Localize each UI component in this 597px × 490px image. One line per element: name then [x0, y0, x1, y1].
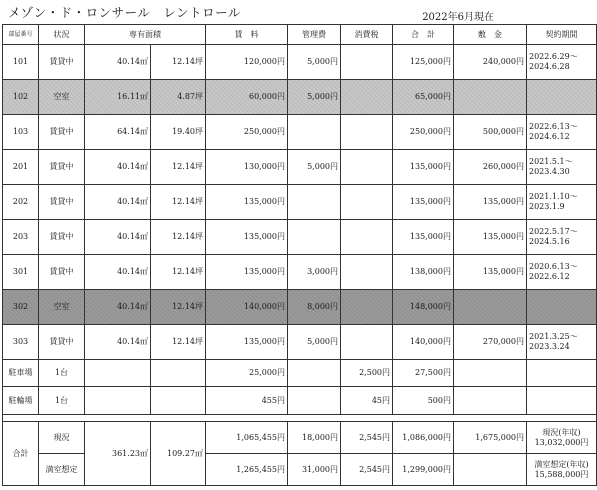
deposit-cell: 135,000円 — [454, 219, 527, 254]
table-row — [3, 114, 597, 149]
unit-rows — [3, 45, 597, 360]
room-number: 103 — [3, 114, 39, 149]
header-tax: 消費税 — [341, 25, 393, 45]
table-row — [3, 324, 597, 359]
table-row — [3, 149, 597, 184]
area-tsubo: 12.14坪 — [151, 149, 206, 184]
total-cell: 140,000円 — [393, 324, 454, 359]
tax-cell — [341, 289, 393, 324]
room-number: 203 — [3, 219, 39, 254]
deposit-cell — [454, 289, 527, 324]
contract-period: 2022.6.29～ 2024.6.28 — [527, 45, 597, 80]
empty-cell — [85, 387, 151, 415]
summary-current-label: 現況 — [39, 422, 85, 454]
table-row — [3, 184, 597, 219]
area-tsubo: 12.14坪 — [151, 219, 206, 254]
room-number: 101 — [3, 45, 39, 80]
parking-tax: 45円 — [341, 387, 393, 415]
parking-label: 駐車場 — [3, 359, 39, 387]
total-cell: 138,000円 — [393, 254, 454, 289]
rent-cell: 135,000円 — [206, 254, 288, 289]
area-m2: 40.14㎡ — [85, 254, 151, 289]
room-number: 301 — [3, 254, 39, 289]
area-tsubo: 19.40坪 — [151, 114, 206, 149]
rent-cell: 130,000円 — [206, 149, 288, 184]
status-cell: 賃貸中 — [39, 149, 85, 184]
parking-rows — [3, 359, 597, 414]
area-tsubo: 12.14坪 — [151, 254, 206, 289]
table-row — [3, 254, 597, 289]
area-tsubo: 4.87坪 — [151, 79, 206, 114]
as-of-date: 2022年6月現在 — [422, 12, 494, 23]
table-row — [3, 79, 597, 114]
mgmt-fee-cell: 3,000円 — [288, 254, 341, 289]
mgmt-fee-cell — [288, 114, 341, 149]
deposit-cell: 500,000円 — [454, 114, 527, 149]
empty-cell — [527, 359, 597, 387]
table-row — [3, 289, 597, 324]
summary-current-row — [3, 422, 597, 454]
empty-cell — [151, 387, 206, 415]
mgmt-fee-cell — [288, 219, 341, 254]
summary-total-m2: 361.23㎡ — [85, 422, 151, 486]
tax-cell — [341, 184, 393, 219]
parking-total: 27,500円 — [393, 359, 454, 387]
tax-cell — [341, 79, 393, 114]
total-cell: 250,000円 — [393, 114, 454, 149]
tax-cell — [341, 219, 393, 254]
summary-full-label: 満室想定 — [39, 454, 85, 486]
tax-cell — [341, 45, 393, 80]
header-row — [3, 25, 597, 45]
tax-cell — [341, 324, 393, 359]
contract-period: 2020.6.13～ 2022.6.12 — [527, 254, 597, 289]
deposit-cell — [454, 79, 527, 114]
area-m2: 40.14㎡ — [85, 149, 151, 184]
deposit-cell: 240,000円 — [454, 45, 527, 80]
header-area: 専有面積 — [85, 25, 206, 45]
empty-cell — [151, 359, 206, 387]
deposit-cell: 260,000円 — [454, 149, 527, 184]
table-row — [3, 45, 597, 80]
status-cell: 賃貸中 — [39, 184, 85, 219]
header-period: 契約期間 — [527, 25, 597, 45]
summary-current-annual — [527, 422, 597, 454]
contract-period: 2021.3.25～ 2023.3.24 — [527, 324, 597, 359]
summary-full-tax: 2,545円 — [341, 454, 393, 486]
empty-cell — [527, 387, 597, 415]
header-rent: 賃 料 — [206, 25, 288, 45]
summary-current-mgmt: 18,000円 — [288, 422, 341, 454]
tax-cell — [341, 149, 393, 184]
summary-current-rent: 1,065,455円 — [206, 422, 288, 454]
summary-label: 合計 — [3, 422, 39, 486]
area-tsubo: 12.14坪 — [151, 184, 206, 219]
empty-cell — [85, 359, 151, 387]
rent-cell: 250,000円 — [206, 114, 288, 149]
room-number: 102 — [3, 79, 39, 114]
total-cell: 135,000円 — [393, 149, 454, 184]
rent-cell: 135,000円 — [206, 184, 288, 219]
summary-current-tax: 2,545円 — [341, 422, 393, 454]
status-cell: 賃貸中 — [39, 254, 85, 289]
rent-cell: 135,000円 — [206, 219, 288, 254]
area-m2: 16.11㎡ — [85, 79, 151, 114]
rent-cell: 135,000円 — [206, 324, 288, 359]
mgmt-fee-cell: 8,000円 — [288, 289, 341, 324]
parking-rent: 25,000円 — [206, 359, 288, 387]
contract-period: 2021.1.10～ 2023.1.9 — [527, 184, 597, 219]
total-cell: 65,000円 — [393, 79, 454, 114]
header-status: 状況 — [39, 25, 85, 45]
tax-cell — [341, 254, 393, 289]
summary-current-total: 1,086,000円 — [393, 422, 454, 454]
parking-total: 500円 — [393, 387, 454, 415]
rent-cell: 140,000円 — [206, 289, 288, 324]
room-number: 202 — [3, 184, 39, 219]
summary-total-tsubo: 109.27㎡ — [151, 422, 206, 486]
total-cell: 135,000円 — [393, 219, 454, 254]
parking-row — [3, 387, 597, 415]
mgmt-fee-cell: 5,000円 — [288, 324, 341, 359]
room-number: 302 — [3, 289, 39, 324]
empty-cell — [454, 359, 527, 387]
parking-row — [3, 359, 597, 387]
rent-cell: 60,000円 — [206, 79, 288, 114]
header-total: 合 計 — [393, 25, 454, 45]
contract-period — [527, 79, 597, 114]
deposit-cell: 135,000円 — [454, 254, 527, 289]
area-tsubo: 12.14坪 — [151, 289, 206, 324]
header-mgmt: 管理費 — [288, 25, 341, 45]
status-cell: 賃貸中 — [39, 324, 85, 359]
deposit-cell: 270,000円 — [454, 324, 527, 359]
area-m2: 40.14㎡ — [85, 219, 151, 254]
parking-count: 1台 — [39, 359, 85, 387]
status-cell: 空室 — [39, 79, 85, 114]
contract-period: 2021.5.1～ 2023.4.30 — [527, 149, 597, 184]
rent-cell: 120,000円 — [206, 45, 288, 80]
mgmt-fee-cell: 5,000円 — [288, 79, 341, 114]
parking-label: 駐輪場 — [3, 387, 39, 415]
table-row — [3, 219, 597, 254]
area-m2: 40.14㎡ — [85, 45, 151, 80]
mgmt-fee-cell — [288, 184, 341, 219]
room-number: 303 — [3, 324, 39, 359]
summary-section — [3, 414, 597, 485]
total-cell: 148,000円 — [393, 289, 454, 324]
tax-cell — [341, 114, 393, 149]
status-cell: 賃貸中 — [39, 114, 85, 149]
status-cell: 賃貸中 — [39, 45, 85, 80]
summary-full-deposit — [454, 454, 527, 486]
area-m2: 40.14㎡ — [85, 184, 151, 219]
area-m2: 40.14㎡ — [85, 289, 151, 324]
parking-count: 1台 — [39, 387, 85, 415]
summary-full-total: 1,299,000円 — [393, 454, 454, 486]
document-title: メゾン・ド・ロンサール レントロール — [8, 5, 241, 20]
deposit-cell: 135,000円 — [454, 184, 527, 219]
empty-cell — [454, 387, 527, 415]
summary-current-annual-value: 13,032,000円 — [534, 437, 589, 447]
empty-cell — [288, 387, 341, 415]
header-room: 部屋番号 — [3, 25, 39, 45]
summary-full-rent: 1,265,455円 — [206, 454, 288, 486]
summary-full-annual-value: 15,588,000円 — [534, 469, 589, 479]
summary-full-mgmt: 31,000円 — [288, 454, 341, 486]
summary-current-deposit: 1,675,000円 — [454, 422, 527, 454]
area-m2: 64.14㎡ — [85, 114, 151, 149]
status-cell: 空室 — [39, 289, 85, 324]
area-tsubo: 12.14坪 — [151, 45, 206, 80]
status-cell: 賃貸中 — [39, 219, 85, 254]
header-deposit: 敷 金 — [454, 25, 527, 45]
parking-rent: 455円 — [206, 387, 288, 415]
parking-tax: 2,500円 — [341, 359, 393, 387]
total-cell: 135,000円 — [393, 184, 454, 219]
summary-full-annual — [527, 454, 597, 486]
room-number: 201 — [3, 149, 39, 184]
mgmt-fee-cell: 5,000円 — [288, 149, 341, 184]
area-m2: 40.14㎡ — [85, 324, 151, 359]
contract-period: 2022.5.17～ 2024.5.16 — [527, 219, 597, 254]
empty-cell — [288, 359, 341, 387]
area-tsubo: 12.14坪 — [151, 324, 206, 359]
contract-period: 2022.6.13～ 2024.6.12 — [527, 114, 597, 149]
total-cell: 125,000円 — [393, 45, 454, 80]
mgmt-fee-cell: 5,000円 — [288, 45, 341, 80]
summary-current-annual-label: 現況(年収) — [542, 428, 581, 438]
summary-full-annual-label: 満室想定(年収) — [534, 459, 589, 469]
rent-roll-table — [2, 24, 597, 486]
contract-period — [527, 289, 597, 324]
